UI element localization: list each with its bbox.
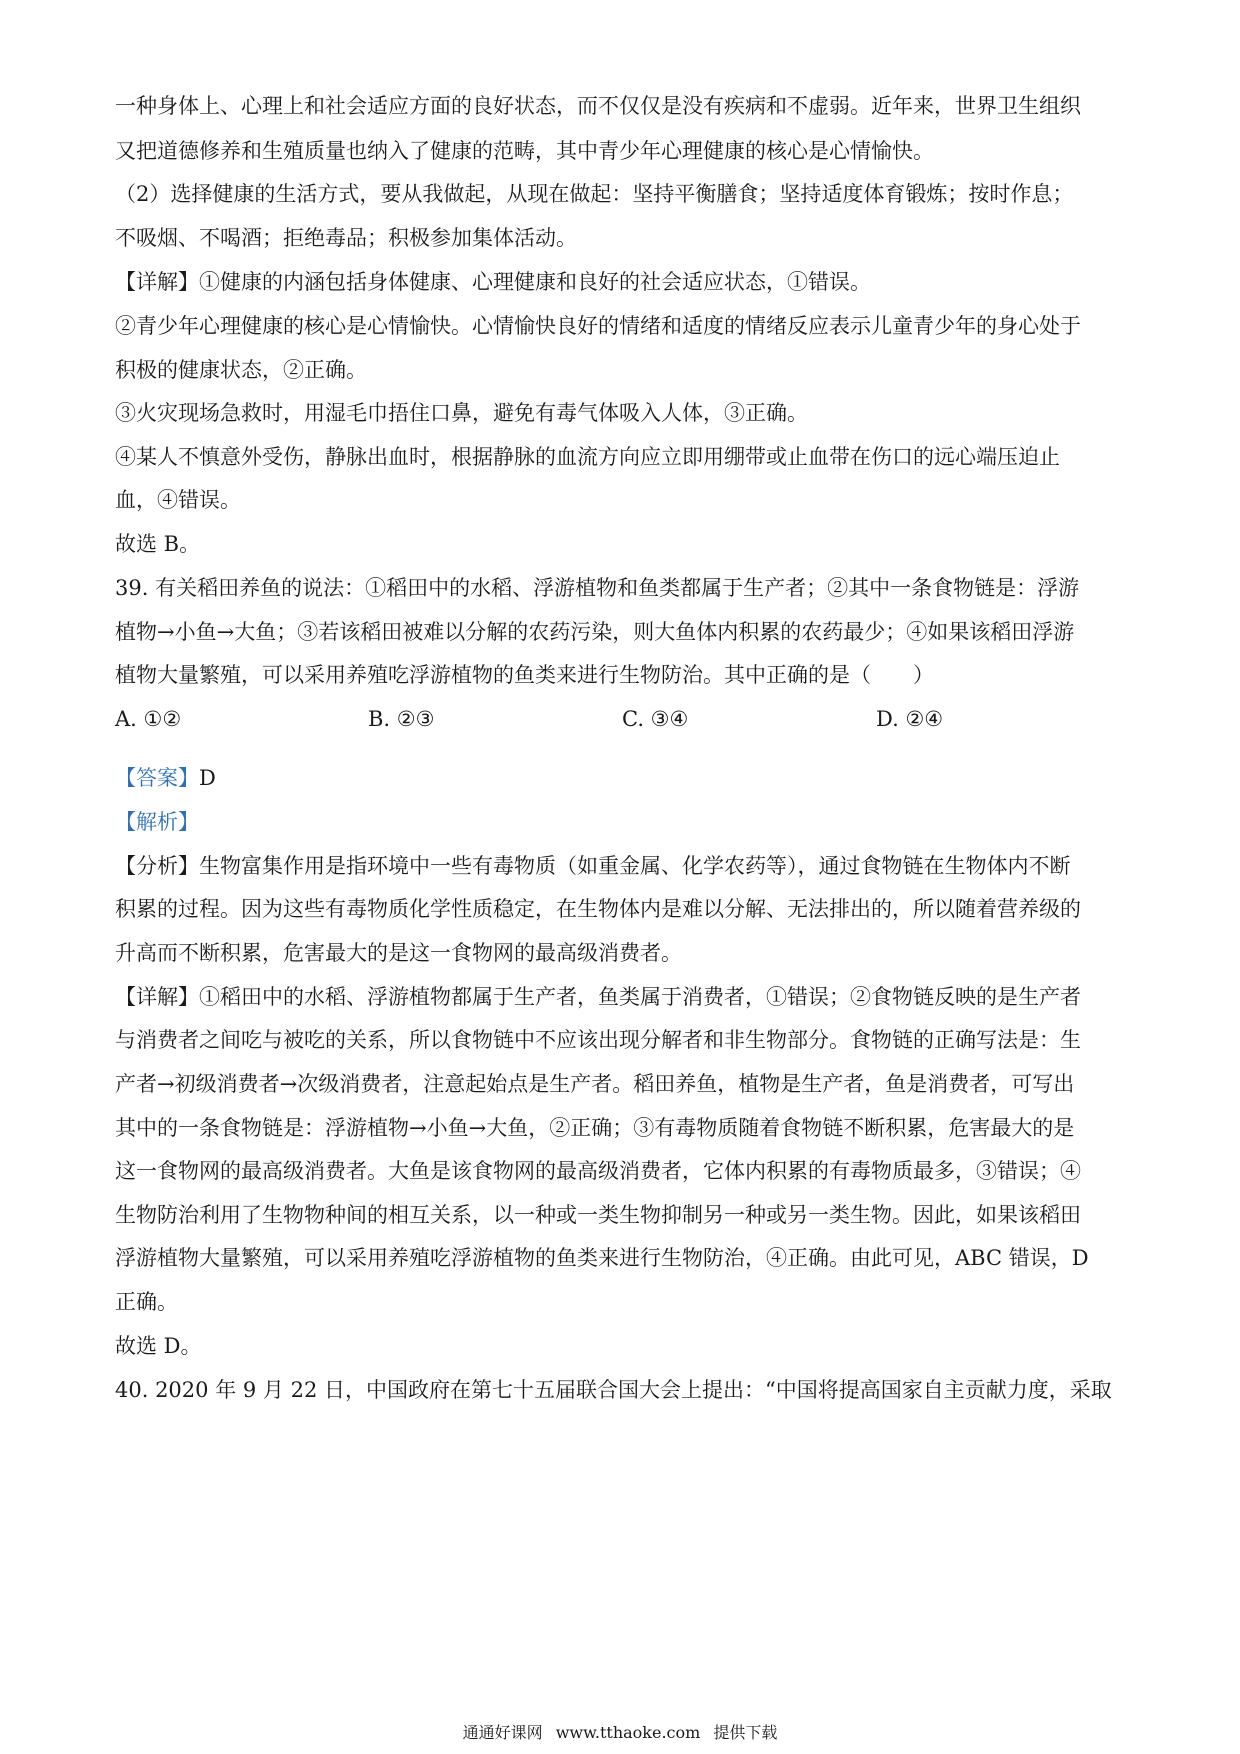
- question-39-text: 39. 有关稻田养鱼的说法：①稻田中的水稻、浮游植物和鱼类都属于生产者；②其中一条食物链是：浮游: [115, 576, 1080, 600]
- explanation-line: 积累的过程。因为这些有毒物质化学性质稳定，在生物体内是难以分解、无法排出的，所以随着营养级的: [115, 897, 1081, 921]
- answer-line: [115, 763, 216, 793]
- option-d: D. ②④: [876, 707, 944, 731]
- text-line: 不吸烟、不喝酒；拒绝毒品；积极参加集体活动。: [115, 226, 577, 250]
- explanation-line: 故选 D。: [115, 1334, 202, 1358]
- question-40-text: 40. 2020 年 9 月 22 日，中国政府在第七十五届联合国大会上提出：“中国将提高国家自主贡献力度，采取: [115, 1378, 1112, 1402]
- explanation-line: 与消费者之间吃与被吃的关系，所以食物链中不应该出现分解者和非生物部分。食物链的正确写法是：生: [115, 1028, 1081, 1052]
- text-line: ②青少年心理健康的核心是心情愉快。心情愉快良好的情绪和适度的情绪反应表示儿童青少年的身心处于: [115, 314, 1081, 338]
- explanation-line: 这一食物网的最高级消费者。大鱼是该食物网的最高级消费者，它体内积累的有毒物质最多，③错误；④: [115, 1159, 1081, 1183]
- text-line: ④某人不慎意外受伤，静脉出血时，根据静脉的血流方向应立即用绷带或止血带在伤口的远心端压迫止: [115, 445, 1060, 469]
- explanation-line: 浮游植物大量繁殖，可以采用养殖吃浮游植物的鱼类来进行生物防治，④正确。由此可见，ABC 错误，D: [115, 1246, 1089, 1270]
- analysis-tag: 【解析】: [115, 810, 199, 834]
- text-line: 一种身体上、心理上和社会适应方面的良好状态，而不仅仅是没有疾病和不虚弱。近年来，世界卫生组织: [115, 94, 1081, 118]
- answer-tag: 【答案】: [115, 766, 199, 790]
- question-39-text: 植物→小鱼→大鱼；③若该稻田被难以分解的农药污染，则大鱼体内积累的农药最少；④如果该稻田浮游: [115, 620, 1075, 644]
- explanation-line: 产者→初级消费者→次级消费者，注意起始点是生产者。稻田养鱼，植物是生产者，鱼是消费者，可写出: [115, 1072, 1075, 1096]
- text-line: 血，④错误。: [115, 488, 241, 512]
- explanation-line: 其中的一条食物链是：浮游植物→小鱼→大鱼，②正确；③有毒物质随着食物链不断积累，危害最大的是: [115, 1116, 1075, 1140]
- explanation-line: 【详解】①稻田中的水稻、浮游植物都属于生产者，鱼类属于消费者，①错误；②食物链反映的是生产者: [115, 985, 1081, 1009]
- question-39-text: 植物大量繁殖，可以采用养殖吃浮游植物的鱼类来进行生物防治。其中正确的是（ ）: [115, 663, 934, 687]
- explanation-line: 【分析】生物富集作用是指环境中一些有毒物质（如重金属、化学农药等），通过食物链在生物体内不断: [115, 854, 1071, 878]
- option-b: B. ②③: [368, 707, 435, 731]
- text-line: （2）选择健康的生活方式，要从我做起，从现在做起：坚持平衡膳食；坚持适度体育锻炼；按时作息；: [115, 182, 1074, 206]
- option-a: A. ①②: [115, 707, 182, 731]
- footer-suffix: 提供下载: [713, 1723, 778, 1742]
- explanation-line: 生物防治利用了生物物种间的相互关系，以一种或一类生物抑制另一种或另一类生物。因此，如果该稻田: [115, 1203, 1081, 1227]
- page-footer: [0, 1722, 1240, 1744]
- answer-value: D: [199, 766, 216, 790]
- text-line: 又把道德修养和生殖质量也纳入了健康的范畴，其中青少年心理健康的核心是心情愉快。: [115, 139, 934, 163]
- text-line: 故选 B。: [115, 532, 201, 556]
- explanation-line: 正确。: [115, 1290, 178, 1314]
- option-c: C. ③④: [622, 707, 689, 731]
- text-line: 【详解】①健康的内涵包括身体健康、心理健康和良好的社会适应状态，①错误。: [115, 270, 871, 294]
- text-line: ③火灾现场急救时，用湿毛巾捂住口鼻，避免有毒气体吸入人体，③正确。: [115, 401, 808, 425]
- footer-url: www.tthaoke.com: [555, 1723, 701, 1742]
- explanation-line: 升高而不断积累，危害最大的是这一食物网的最高级消费者。: [115, 941, 682, 965]
- text-line: 积极的健康状态，②正确。: [115, 358, 367, 382]
- footer-site-name: 通通好课网: [462, 1723, 543, 1742]
